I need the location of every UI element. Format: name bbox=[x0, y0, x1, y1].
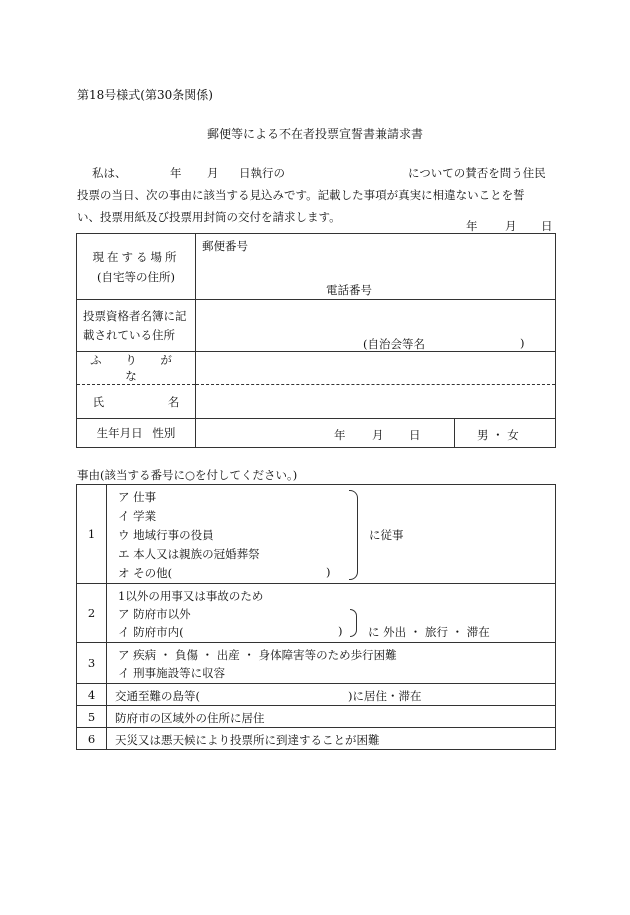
reason-1-option-e-close: ) bbox=[326, 565, 331, 579]
reason-number-2[interactable]: 2 bbox=[77, 584, 107, 643]
declaration-line-2: 投票の当日、次の事由に該当する見込みです。記載した事項が真実に相違ないことを誓 bbox=[77, 188, 525, 202]
vote-month-label: 月 bbox=[207, 166, 219, 180]
reason-2-brace bbox=[350, 609, 357, 637]
birth-day-label: 日 bbox=[409, 428, 421, 442]
applicant-table bbox=[76, 233, 556, 448]
reason-row-2[interactable] bbox=[77, 584, 556, 643]
reason-number-5[interactable]: 5 bbox=[77, 706, 107, 728]
reason-2-option-b-close: ) bbox=[338, 624, 343, 638]
reason-1-content bbox=[107, 485, 556, 584]
reason-1-option-e: オ その他( bbox=[118, 566, 173, 580]
reason-3-option-a: ア 疾病 ・ 負傷 ・ 出産 ・ 身体障害等のため歩行困難 bbox=[118, 648, 397, 662]
declaration-line-3: い、投票用紙及び投票用封筒の交付を請求します。 bbox=[77, 210, 341, 224]
reason-2-suffix: に 外出 ・ 旅行 ・ 滞在 bbox=[368, 625, 490, 639]
reason-4-content bbox=[107, 684, 556, 706]
reason-3-content bbox=[107, 643, 556, 684]
form-title: 郵便等による不在者投票宣誓書兼請求書 bbox=[206, 127, 423, 141]
birth-sex-label bbox=[77, 419, 196, 448]
reason-2-option-b: イ 防府市内( bbox=[118, 625, 184, 639]
residence-label-2: (自宅等の住所) bbox=[97, 269, 175, 284]
reason-5-text: 防府市の区域外の住所に居住 bbox=[115, 711, 265, 725]
reason-1-option-d: エ 本人又は親族の冠婚葬祭 bbox=[118, 547, 260, 561]
reason-row-5[interactable] bbox=[77, 706, 556, 728]
reason-4-suffix: )に居住・滞在 bbox=[348, 689, 422, 703]
vote-day-label: 日執行の bbox=[239, 166, 285, 180]
declaration-suffix: についての賛否を問う住民 bbox=[408, 166, 546, 180]
furigana-label: ふ り が な bbox=[77, 352, 196, 385]
birth-year-label: 年 bbox=[334, 428, 346, 442]
form-number: 第18号様式(第30条関係) bbox=[77, 88, 213, 102]
reasons-heading: 事由(該当する番号に○を付してください。) bbox=[77, 468, 298, 482]
furigana-field[interactable] bbox=[196, 352, 556, 385]
reason-2-content bbox=[107, 584, 556, 643]
declaration-line-1 bbox=[77, 162, 557, 184]
sex-divider bbox=[454, 419, 455, 447]
sex-label: 性別 bbox=[152, 426, 176, 440]
reason-3-option-b: イ 刑事施設等に収容 bbox=[118, 666, 226, 680]
reason-6-text: 天災又は悪天候により投票所に到達することが困難 bbox=[115, 733, 380, 747]
name-field[interactable] bbox=[196, 385, 556, 419]
reason-number-1[interactable]: 1 bbox=[77, 485, 107, 584]
residence-label-1: 現在する場所 bbox=[92, 249, 180, 264]
reason-2-heading: 1以外の用事又は事故のため bbox=[118, 589, 264, 603]
sex-options[interactable]: 男 ・ 女 bbox=[477, 428, 519, 442]
reason-number-6[interactable]: 6 bbox=[77, 728, 107, 750]
residence-field[interactable] bbox=[196, 234, 556, 300]
birth-date-label: 生年月日 bbox=[96, 426, 143, 440]
date-month: 月 bbox=[505, 219, 517, 233]
registered-address-field[interactable] bbox=[196, 300, 556, 352]
declaration-prefix: 私は、 bbox=[92, 166, 127, 180]
reason-number-3[interactable]: 3 bbox=[77, 643, 107, 684]
reason-1-option-c: ウ 地域行事の役員 bbox=[118, 528, 214, 542]
reason-1-suffix: に従事 bbox=[369, 528, 404, 542]
reason-row-3[interactable] bbox=[77, 643, 556, 684]
reasons-table bbox=[76, 484, 556, 750]
name-label: 氏 名 bbox=[77, 385, 196, 419]
reason-row-1[interactable] bbox=[77, 485, 556, 584]
reason-row-4[interactable] bbox=[77, 684, 556, 706]
reason-2-option-a: ア 防府市以外 bbox=[118, 607, 191, 621]
reason-row-6[interactable] bbox=[77, 728, 556, 750]
reason-number-4[interactable]: 4 bbox=[77, 684, 107, 706]
registered-address-label-2: 載されている住所 bbox=[83, 328, 175, 342]
neighborhood-open: (自治会等名 bbox=[363, 337, 425, 351]
registered-address-label bbox=[77, 300, 196, 352]
residence-label bbox=[77, 234, 196, 300]
date-year: 年 bbox=[466, 219, 478, 233]
birth-sex-field bbox=[196, 419, 556, 448]
postal-code-label: 郵便番号 bbox=[202, 239, 248, 253]
birth-month-label: 月 bbox=[372, 428, 384, 442]
registered-address-label-1: 投票資格者名簿に記 bbox=[83, 309, 187, 323]
reason-1-option-a: ア 仕事 bbox=[118, 490, 157, 504]
reason-4-text: 交通至難の島等( bbox=[115, 689, 200, 703]
neighborhood-close: ) bbox=[520, 336, 525, 350]
vote-year-label: 年 bbox=[170, 166, 182, 180]
date-day: 日 bbox=[541, 219, 553, 233]
phone-label: 電話番号 bbox=[326, 283, 372, 297]
reason-6-content bbox=[107, 728, 556, 750]
declaration-text bbox=[77, 162, 557, 228]
reason-5-content bbox=[107, 706, 556, 728]
reason-1-option-b: イ 学業 bbox=[118, 509, 157, 523]
reason-1-brace bbox=[349, 490, 358, 580]
